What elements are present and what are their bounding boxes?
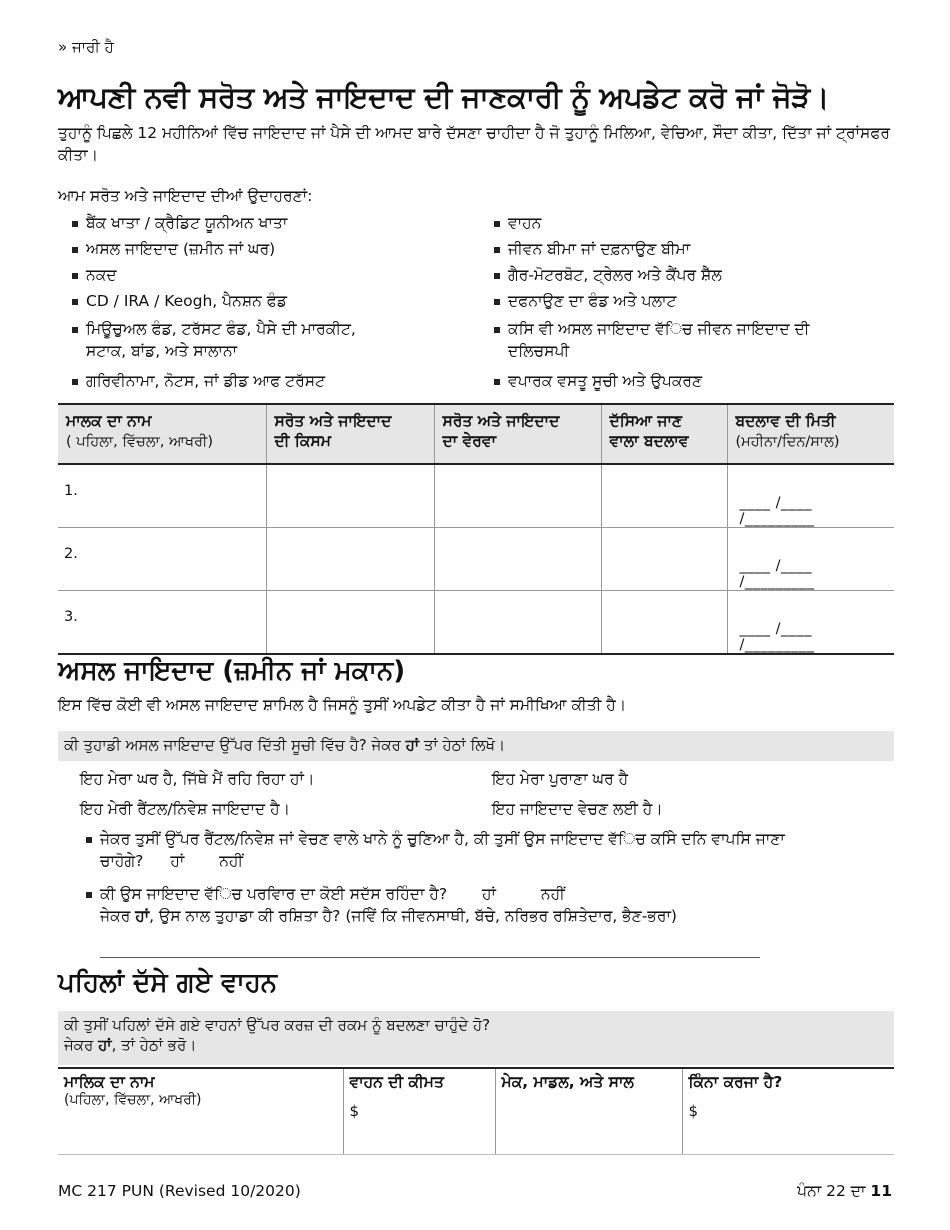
family-no-option[interactable]: ਨਹੀਂ [540,885,565,903]
change-date-field[interactable]: ____ /____ /_________ [727,528,894,591]
col-owner-name: ਮਾਲਕ ਦਾ ਨਾਮ ( ਪਹਿਲਾ, ਵਿੱਚਲਾ, ਆਖਰੀ) [58,404,266,464]
family-yes-option[interactable]: ਹਾਂ [482,885,496,903]
example-bank: ਬੈਂਕ ਖਾਤਾ / ਕ੍ਰੈਡਿਟ ਯੂਨੀਅਨ ਖਾਤਾ [72,212,287,234]
change-date-field[interactable]: ____ /____ /_________ [727,464,894,528]
return-no-option[interactable]: ਨਹੀਂ [219,852,244,870]
resource-type-field[interactable] [266,528,434,591]
row-number: 3. [58,591,266,655]
table-row [58,528,894,591]
return-yes-option[interactable]: ਹਾਂ [170,852,185,870]
section1-title: ਆਪਣੀ ਨਵੀ ਸਰੋਤ ਅਤੇ ਜਾਇਦਾਦ ਦੀ ਜਾਣਕਾਰੀ ਨੂੰ ਅਪਡੇਟ ਕਰੋ ਜਾਂ ਜੋੜੋ। [58,80,830,114]
col-resource-type: ਸਰੋਤ ਅਤੇ ਜਾਇਦਾਦ ਦੀ ਕਿਸਮ [266,404,434,464]
example-burial-fund: ਦਫਨਾਉਣ ਦਾ ਫੰਡ ਅਤੇ ਪਲਾਟ [494,290,677,312]
examples-label: ਆਮ ਸਰੋਤ ਅਤੇ ਜਾਇਦਾਦ ਦੀਆਂ ਉਦਾਹਰਣਾਂ: [58,187,313,205]
col-resource-description: ਸਰੋਤ ਅਤੇ ਜਾਇਦਾਦ ਦਾ ਵੇਰਵਾ [434,404,601,464]
change-field[interactable] [601,591,727,655]
vehicle-owed-cell[interactable]: ਕਿੰਨਾ ਕਰਜਾ ਹੈ? $ [682,1068,894,1154]
change-date-field[interactable]: ____ /____ /_________ [727,591,894,655]
section1-intro: ਤੁਹਾਨੂੰ ਪਿਛਲੇ 12 ਮਹੀਨਿਆਂ ਵਿੱਚ ਜਾਇਦਾਦ ਜਾਂ ਪੈਸੇ ਦੀ ਆਮਦ ਬਾਰੇ ਦੱਸਣਾ ਚਾਹੀਦਾ ਹੈ ਜੋ ਤੁਹਾਨੂੰ ਮਿਲਿਆ, ਵੇਚਿਆ, ਸੌਦਾ ਕੀਤਾ, ਦਿੱਤਾ ਜਾਂ ਟ੍ਰਾਂਸਫਰ ਕੀਤਾ। [58,124,891,164]
form-id: MC 217 PUN (Revised 10/2020) [58,1182,301,1200]
resource-description-field[interactable] [434,464,601,528]
section2-intro: ਇਸ ਵਿੱਚ ਕੋਈ ਵੀ ਅਸਲ ਜਾਇਦਾਦ ਸ਼ਾਮਿਲ ਹੈ ਜਿਸਨੂੰ ਤੁਸੀਂ ਅਪਡੇਟ ਕੀਤਾ ਹੈ ਜਾਂ ਸਮੀਖਿਆ ਕੀਤੀ ਹੈ। [58,696,627,714]
real-property-question: ਕੀ ਤੁਹਾਡੀ ਅਸਲ ਜਾਇਦਾਦ ਉੱਪਰ ਦਿੱਤੀ ਸੂਚੀ ਵਿੱਚ ਹੈ? ਜੇਕਰ ਹਾਂ ਤਾਂ ਹੇਠਾਂ ਲਿਖੋ। [58,731,894,761]
example-real-property: ਅਸਲ ਜਾਇਦਾਦ (ਜ਼ਮੀਨ ਜਾਂ ਘਰ) [72,238,275,260]
row-number: 1. [58,464,266,528]
vehicle-question: ਕੀ ਤੁਸੀਂ ਪਹਿਲਾਂ ਦੱਸੇ ਗਏ ਵਾਹਨਾਂ ਉੱਪਰ ਕਰਜ਼ ਦੀ ਰਕਮ ਨੂੰ ਬਦਲਣਾ ਚਾਹੁੰਦੇ ਹੋ? ਜੇਕਰ ਹਾਂ, ਤਾਂ ਹੇਠਾਂ ਭਰੋ। [58,1011,894,1065]
option-old-home[interactable]: ਇਹ ਮੇਰਾ ਪੁਰਾਣਾ ਘਰ ਹੈ [492,770,629,788]
table-row [58,464,894,528]
col-change: ਦੱਸਿਆ ਜਾਣ ਵਾਲਾ ਬਦਲਾਵ [601,404,727,464]
option-my-home[interactable]: ਇਹ ਮੇਰਾ ਘਰ ਹੈ, ਜਿੱਥੇ ਮੈਂ ਰਹਿ ਰਿਹਾ ਹਾਂ। [80,770,315,788]
table-row [58,591,894,655]
vehicle-owner-cell[interactable]: ਮਾਲਿਕ ਦਾ ਨਾਮ (ਪਹਿਲਾ, ਵਿੱਚਲਾ, ਆਖਰੀ) [58,1068,343,1154]
change-field[interactable] [601,464,727,528]
page-number: ਪੰਨਾ 22 ਦਾ 11 [797,1182,892,1200]
example-vehicles: ਵਾਹਨ [494,212,541,234]
option-for-sale[interactable]: ਇਹ ਜਾਇਦਾਦ ਵੇਚਣ ਲਈ ਹੈ। [492,800,663,818]
bullet-return-question: ਜੇਕਰ ਤੁਸੀਂ ਉੱਪਰ ਰੈਂਟਲ/ਨਿਵੇਸ਼ ਜਾਂ ਵੇਚਣ ਵਾਲੇ ਖਾਨੇ ਨੂੰ ਚੁਣਿਆ ਹੈ, ਕੀ ਤੁਸੀਂ ਉਸ ਜਾਇਦਾਦ ਵੱਿਚ ਕਸਿੇ ਦਨਿ ਵਾਪਸਿ ਜਾਣਾ ਚਾਹੋਗੇ? ਹਾਂ ਨਹੀਂ [86,828,896,872]
example-mutual-funds: ਮਿਊਚੁਅਲ ਫੰਡ, ਟਰੱਸਟ ਫੰਡ, ਪੈਸੇ ਦੀ ਮਾਰਕੀਟ, ਸਟਾਕ, ਬਾਂਡ, ਅਤੇ ਸਾਲਾਨਾ [72,318,356,362]
resources-table [58,403,894,655]
resource-type-field[interactable] [266,591,434,655]
row-number: 2. [58,528,266,591]
example-boats: ਗੈਰ-ਮੋਟਰਬੋਟ, ਟ੍ਰੇਲਰ ਅਤੇ ਕੈਂਪਰ ਸ਼ੈੱਲ [494,264,722,286]
bullet-family-question: ਕੀ ਉਸ ਜਾਇਦਾਦ ਵੱਿਚ ਪਰਵਿਾਰ ਦਾ ਕੋਈ ਸਦੱਸ ਰਹਿੰਦਾ ਹੈ? ਹਾਂ ਨਹੀਂ ਜੇਕਰ ਹਾਂ, ਉਸ ਨਾਲ ਤੁਹਾਡਾ ਕੀ ਰਸ਼ਿਤਾ ਹੈ? (ਜਵਿੇਂ ਕਿ ਜੀਵਨਸਾਥੀ, ਬੱਚੇ, ਨਰਿਭਰ ਰਸ਼ਿਤੇਦਾਰ, ਭੈਣ-ਭਰਾ) [86,883,896,927]
example-life-estate: ਕਸਿ ਵੀ ਅਸਲ ਜਾਇਦਾਦ ਵੱਿਚ ਜੀਵਨ ਜਾਇਦਾਦ ਦੀ ਦਲਿਚਸਪੀ [494,318,809,362]
table-row [58,1068,894,1154]
option-rental[interactable]: ਇਹ ਮੇਰੀ ਰੈਂਟਲ/ਨਿਵੇਸ਼ ਜਾਇਦਾਦ ਹੈ। [80,800,291,818]
vehicle-value-cell[interactable]: ਵਾਹਨ ਦੀ ਕੀਮਤ $ [343,1068,495,1154]
section3-title: ਪਹਿਲਾਂ ਦੱਸੇ ਗਏ ਵਾਹਨ [58,968,278,998]
example-business-inventory: ਵਪਾਰਕ ਵਸਤੂ ਸੂਚੀ ਅਤੇ ਉਪਕਰਣ [494,370,702,392]
continued-label: » ਜਾਰੀ ਹੈ [58,38,114,56]
resource-type-field[interactable] [266,464,434,528]
resource-description-field[interactable] [434,591,601,655]
col-change-date: ਬਦਲਾਵ ਦੀ ਮਿਤੀ (ਮਹੀਨਾ/ਦਿਨ/ਸਾਲ) [727,404,894,464]
relationship-answer-line[interactable] [100,957,760,958]
example-promissory: ਗਰਿਵੀਨਾਮਾ, ਨੋਟਸ, ਜਾਂ ਡੀਡ ਆਫ ਟਰੱਸਟ [72,370,325,392]
vehicle-make-cell[interactable]: ਮੇਕ, ਮਾਡਲ, ਅਤੇ ਸਾਲ [495,1068,682,1154]
example-cash: ਨਕਦ [72,264,117,286]
example-pension: CD / IRA / Keogh, ਪੈਨਸ਼ਨ ਫੰਡ [72,290,287,312]
example-life-insurance: ਜੀਵਨ ਬੀਮਾ ਜਾਂ ਦਫ਼ਨਾਉਣ ਬੀਮਾ [494,238,690,260]
vehicles-table [58,1067,894,1155]
section2-title: ਅਸਲ ਜਾਇਦਾਦ (ਜ਼ਮੀਨ ਜਾਂ ਮਕਾਨ) [58,656,406,686]
change-field[interactable] [601,528,727,591]
resource-description-field[interactable] [434,528,601,591]
